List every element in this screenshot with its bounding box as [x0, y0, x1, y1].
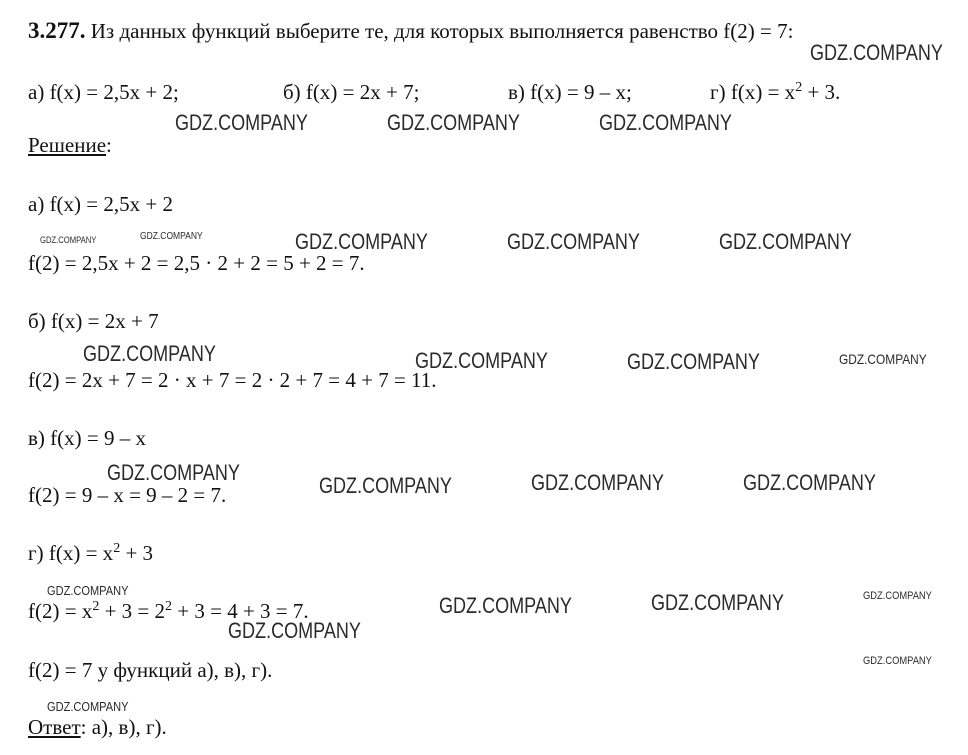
watermark: GDZ.COMPANY — [40, 235, 97, 245]
watermark: GDZ.COMPANY — [175, 110, 308, 135]
solution-c-head: в) f(x) = 9 – x — [28, 426, 146, 450]
problem-header — [28, 19, 793, 42]
watermark: GDZ.COMPANY — [47, 699, 129, 714]
watermark: GDZ.COMPANY — [531, 470, 664, 495]
watermark: GDZ.COMPANY — [863, 655, 932, 667]
watermark: GDZ.COMPANY — [47, 583, 129, 598]
watermark: GDZ.COMPANY — [295, 229, 428, 254]
option-d — [710, 82, 840, 103]
answer-label: Ответ — [28, 715, 81, 739]
solution-a-calc: f(2) = 2,5x + 2 = 2,5 · 2 + 2 = 5 + 2 = 7. — [28, 251, 365, 275]
solution-label-suffix: : — [106, 133, 112, 157]
solution-d-head-exp: 2 — [113, 541, 121, 556]
solution-b-head: б) f(x) = 2x + 7 — [28, 309, 159, 333]
answer-text: : а), в), г). — [80, 715, 167, 739]
solution-d-calc-1: f(2) = x — [28, 599, 93, 623]
watermark: GDZ.COMPANY — [415, 348, 548, 373]
option-d-tail: + 3. — [802, 80, 841, 104]
option-d-main: г) f(x) = x — [710, 80, 796, 104]
option-c: в) f(x) = 9 – x; — [508, 80, 632, 104]
solution-d-head-tail: + 3 — [120, 541, 154, 565]
watermark: GDZ.COMPANY — [140, 231, 203, 242]
solution-d-calc-3: + 3 = 4 + 3 = 7. — [172, 599, 309, 623]
watermark: GDZ.COMPANY — [599, 110, 732, 135]
watermark: GDZ.COMPANY — [743, 470, 876, 495]
watermark: GDZ.COMPANY — [228, 618, 361, 643]
solution-d-head — [28, 543, 153, 564]
problem-text: Из данных функций выберите те, для которых выполняется равенство f(2) = 7: — [90, 19, 794, 43]
watermark: GDZ.COMPANY — [319, 473, 452, 498]
problem-number: 3.277. — [28, 18, 86, 43]
watermark: GDZ.COMPANY — [387, 110, 520, 135]
watermark: GDZ.COMPANY — [107, 460, 240, 485]
watermark: GDZ.COMPANY — [627, 349, 760, 374]
solution-d-head-main: г) f(x) = x — [28, 541, 114, 565]
answer — [28, 717, 167, 738]
option-a: а) f(x) = 2,5x + 2; — [28, 80, 179, 104]
solution-d-calc-2: + 3 = 2 — [99, 599, 166, 623]
watermark: GDZ.COMPANY — [439, 593, 572, 618]
watermark: GDZ.COMPANY — [651, 590, 784, 615]
solution-d-calc-exp2: 2 — [165, 599, 173, 614]
solution-a-head: а) f(x) = 2,5x + 2 — [28, 192, 173, 216]
watermark: GDZ.COMPANY — [839, 351, 927, 367]
solution-label-text: Решение — [28, 133, 107, 157]
watermark: GDZ.COMPANY — [810, 40, 943, 65]
option-d-exp: 2 — [795, 80, 803, 95]
solution-label — [28, 135, 112, 156]
solution-b-calc: f(2) = 2x + 7 = 2 · x + 7 = 2 · 2 + 7 = 4 + 7 = 11. — [28, 368, 437, 392]
watermark: GDZ.COMPANY — [719, 229, 852, 254]
option-b: б) f(x) = 2x + 7; — [283, 80, 420, 104]
watermark: GDZ.COMPANY — [863, 590, 932, 602]
watermark: GDZ.COMPANY — [83, 341, 216, 366]
solution-d-calc-exp1: 2 — [92, 599, 100, 614]
conclusion: f(2) = 7 у функций а), в), г). — [28, 658, 273, 682]
solution-c-calc: f(2) = 9 – x = 9 – 2 = 7. — [28, 483, 227, 507]
watermark: GDZ.COMPANY — [507, 229, 640, 254]
